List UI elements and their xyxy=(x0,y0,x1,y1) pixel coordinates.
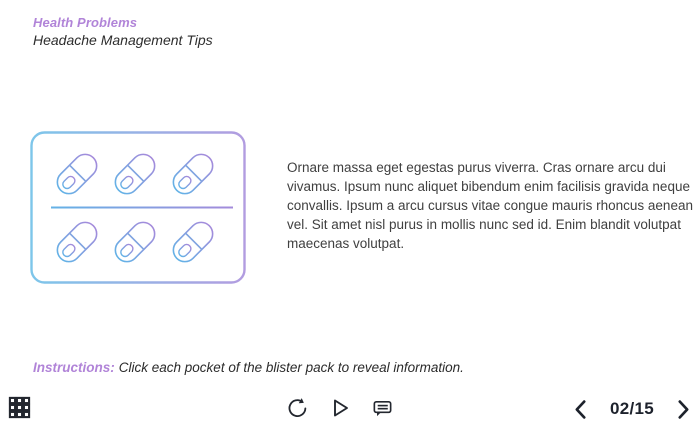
page-subtitle: Headache Management Tips xyxy=(33,32,213,48)
prev-button[interactable] xyxy=(574,399,587,420)
blister-pocket-1[interactable] xyxy=(53,150,102,199)
chevron-right-icon xyxy=(677,399,690,420)
blister-pocket-3[interactable] xyxy=(169,150,218,199)
page-counter: 02/15 xyxy=(609,399,655,418)
page-title: Health Problems xyxy=(33,15,138,30)
nav-controls xyxy=(574,394,690,424)
grid-menu-icon xyxy=(8,396,31,419)
replay-button[interactable] xyxy=(286,396,309,420)
chevron-left-icon xyxy=(574,399,587,420)
instructions xyxy=(33,360,464,375)
blister-pocket-6[interactable] xyxy=(169,218,218,267)
body-text: Ornare massa eget egestas purus viverra. Cras ornare arcu dui vivamus. Ipsum nunc aliquet bibendum enim facilisis gravida neque convallis. Ipsum a arcu cursus vitae congue mauris rhoncus aenean vel. Sit amet nisl purus in mollis nunc sed id. Enim blandit volutpat maecenas volutpat. xyxy=(287,160,693,251)
instructions-label: Instructions: xyxy=(33,360,115,375)
menu-button[interactable] xyxy=(8,396,31,419)
speech-bubble-icon xyxy=(371,396,394,420)
play-button[interactable] xyxy=(329,396,351,420)
next-button[interactable] xyxy=(677,399,690,420)
blister-pocket-4[interactable] xyxy=(53,218,102,267)
player-bar xyxy=(0,392,700,430)
center-controls xyxy=(286,396,394,420)
header xyxy=(33,14,213,50)
blister-pocket-5[interactable] xyxy=(111,218,160,267)
instructions-text: Click each pocket of the blister pack to reveal information. xyxy=(118,360,464,375)
blister-pack-illustration[interactable] xyxy=(30,131,246,284)
blister-pocket-2[interactable] xyxy=(111,150,160,199)
replay-icon xyxy=(286,396,309,420)
play-icon xyxy=(329,396,351,420)
notes-button[interactable] xyxy=(371,396,394,420)
